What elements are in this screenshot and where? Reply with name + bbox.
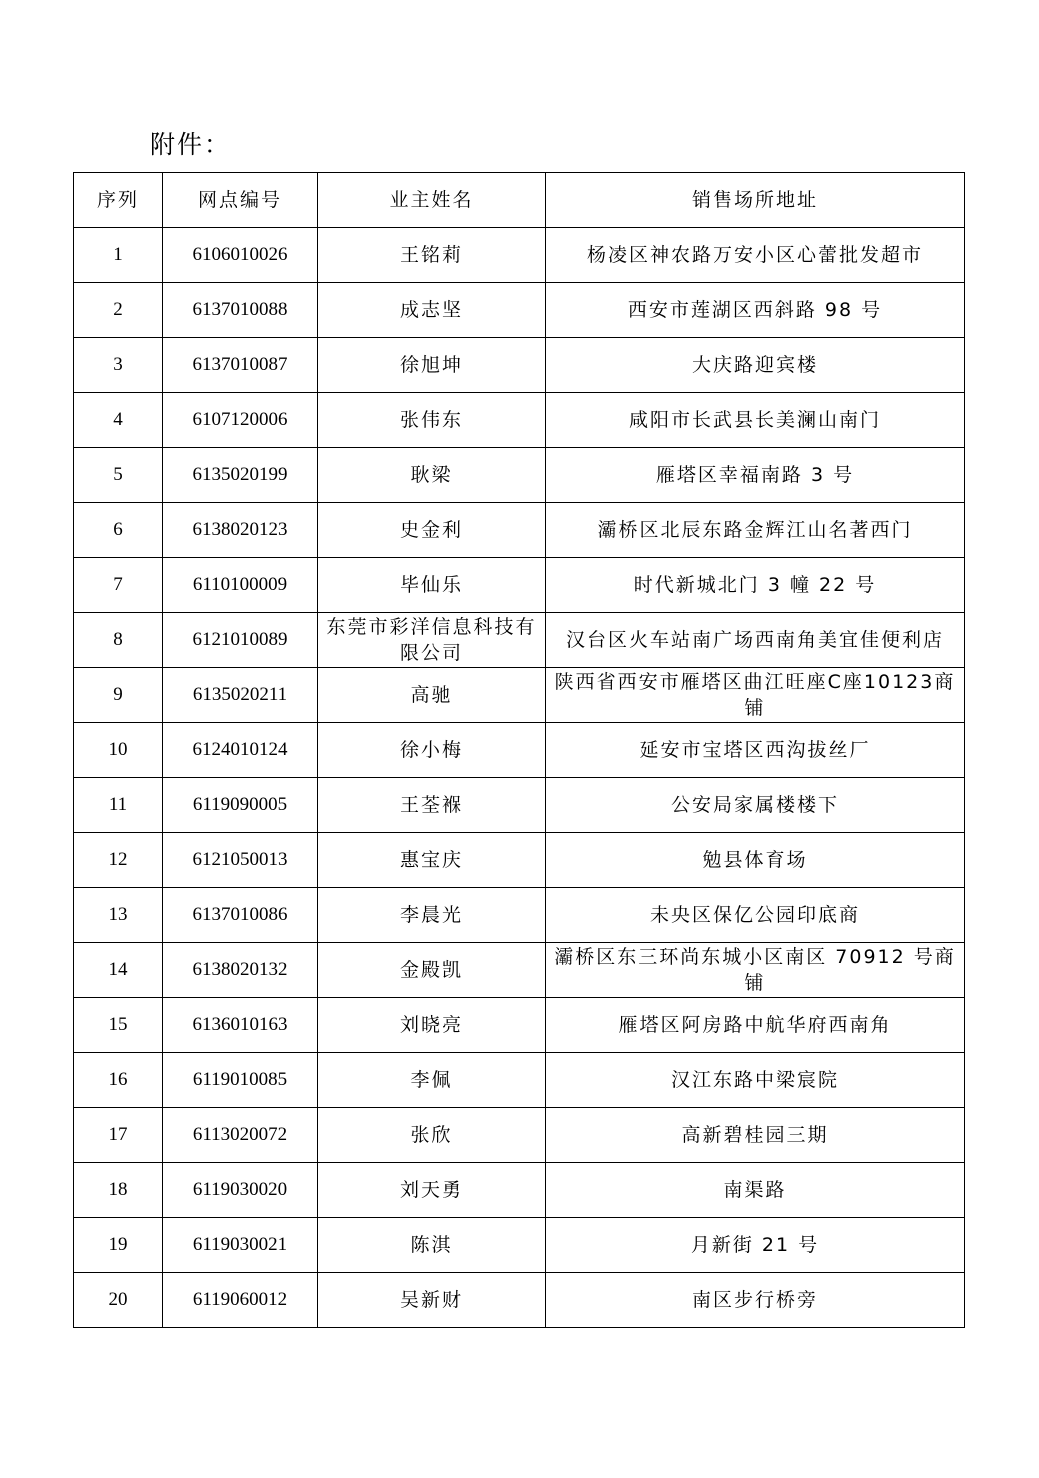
table-row <box>74 998 965 1053</box>
cell-outlet-id: 6137010088 <box>163 283 318 338</box>
cell-owner: 徐旭坤 <box>318 338 546 393</box>
table-row <box>74 1273 965 1328</box>
cell-owner: 吴新财 <box>318 1273 546 1328</box>
cell-address: 勉县体育场 <box>546 833 965 888</box>
cell-address: 西安市莲湖区西斜路 98 号 <box>546 283 965 338</box>
attachment-label: 附件： <box>150 130 232 159</box>
header-index: 序列 <box>74 173 163 228</box>
cell-address: 灞桥区北辰东路金辉江山名著西门 <box>546 503 965 558</box>
cell-owner: 陈淇 <box>318 1218 546 1273</box>
cell-index: 15 <box>74 998 163 1053</box>
cell-owner: 王荃褓 <box>318 778 546 833</box>
cell-outlet-id: 6137010087 <box>163 338 318 393</box>
cell-index: 18 <box>74 1163 163 1218</box>
table-row <box>74 503 965 558</box>
cell-index: 10 <box>74 723 163 778</box>
cell-owner: 李晨光 <box>318 888 546 943</box>
table-row <box>74 228 965 283</box>
cell-address: 雁塔区幸福南路 3 号 <box>546 448 965 503</box>
cell-owner: 惠宝庆 <box>318 833 546 888</box>
cell-outlet-id: 6135020199 <box>163 448 318 503</box>
cell-index: 19 <box>74 1218 163 1273</box>
table-row <box>74 833 965 888</box>
cell-address: 汉台区火车站南广场西南角美宜佳便利店 <box>546 613 965 668</box>
cell-index: 9 <box>74 668 163 723</box>
cell-address: 月新街 21 号 <box>546 1218 965 1273</box>
cell-outlet-id: 6107120006 <box>163 393 318 448</box>
cell-owner: 李佩 <box>318 1053 546 1108</box>
table-row <box>74 1108 965 1163</box>
table-row <box>74 778 965 833</box>
cell-index: 2 <box>74 283 163 338</box>
cell-outlet-id: 6121010089 <box>163 613 318 668</box>
header-row <box>74 173 965 228</box>
table-row <box>74 558 965 613</box>
cell-outlet-id: 6124010124 <box>163 723 318 778</box>
cell-address: 大庆路迎宾楼 <box>546 338 965 393</box>
cell-address: 雁塔区阿房路中航华府西南角 <box>546 998 965 1053</box>
header-owner: 业主姓名 <box>318 173 546 228</box>
cell-index: 11 <box>74 778 163 833</box>
cell-index: 14 <box>74 943 163 998</box>
cell-address: 时代新城北门 3 幢 22 号 <box>546 558 965 613</box>
cell-owner: 刘天勇 <box>318 1163 546 1218</box>
header-address: 销售场所地址 <box>546 173 965 228</box>
cell-index: 17 <box>74 1108 163 1163</box>
cell-outlet-id: 6106010026 <box>163 228 318 283</box>
cell-address: 南渠路 <box>546 1163 965 1218</box>
cell-address: 灞桥区东三环尚东城小区南区 70912 号商铺 <box>546 943 965 998</box>
cell-outlet-id: 6119030021 <box>163 1218 318 1273</box>
cell-index: 7 <box>74 558 163 613</box>
cell-owner: 高驰 <box>318 668 546 723</box>
cell-outlet-id: 6119010085 <box>163 1053 318 1108</box>
cell-index: 5 <box>74 448 163 503</box>
cell-index: 12 <box>74 833 163 888</box>
table-row <box>74 1218 965 1273</box>
table-body <box>74 228 965 1328</box>
table-header <box>74 173 965 228</box>
cell-address: 南区步行桥旁 <box>546 1273 965 1328</box>
cell-address: 汉江东路中梁宸院 <box>546 1053 965 1108</box>
cell-owner: 成志坚 <box>318 283 546 338</box>
table-row <box>74 888 965 943</box>
cell-address: 高新碧桂园三期 <box>546 1108 965 1163</box>
table-row <box>74 338 965 393</box>
cell-outlet-id: 6119090005 <box>163 778 318 833</box>
cell-index: 4 <box>74 393 163 448</box>
cell-outlet-id: 6137010086 <box>163 888 318 943</box>
cell-address: 杨凌区神农路万安小区心蕾批发超市 <box>546 228 965 283</box>
cell-outlet-id: 6113020072 <box>163 1108 318 1163</box>
cell-owner: 毕仙乐 <box>318 558 546 613</box>
cell-index: 8 <box>74 613 163 668</box>
cell-outlet-id: 6121050013 <box>163 833 318 888</box>
cell-index: 6 <box>74 503 163 558</box>
cell-address: 延安市宝塔区西沟拔丝厂 <box>546 723 965 778</box>
outlet-table <box>73 172 965 1328</box>
cell-index: 20 <box>74 1273 163 1328</box>
cell-index: 1 <box>74 228 163 283</box>
cell-owner: 东莞市彩洋信息科技有限公司 <box>318 613 546 668</box>
cell-outlet-id: 6138020123 <box>163 503 318 558</box>
cell-outlet-id: 6138020132 <box>163 943 318 998</box>
table-row <box>74 723 965 778</box>
cell-owner: 徐小梅 <box>318 723 546 778</box>
cell-index: 13 <box>74 888 163 943</box>
cell-outlet-id: 6136010163 <box>163 998 318 1053</box>
cell-address: 公安局家属楼楼下 <box>546 778 965 833</box>
table-row <box>74 448 965 503</box>
cell-owner: 张欣 <box>318 1108 546 1163</box>
table-row <box>74 943 965 998</box>
cell-address: 陕西省西安市雁塔区曲江旺座C座10123商铺 <box>546 668 965 723</box>
cell-outlet-id: 6135020211 <box>163 668 318 723</box>
cell-owner: 金殿凯 <box>318 943 546 998</box>
cell-owner: 刘晓亮 <box>318 998 546 1053</box>
table-row <box>74 283 965 338</box>
cell-index: 16 <box>74 1053 163 1108</box>
cell-owner: 王铭莉 <box>318 228 546 283</box>
cell-address: 未央区保亿公园印底商 <box>546 888 965 943</box>
cell-owner: 耿梁 <box>318 448 546 503</box>
table-row <box>74 1053 965 1108</box>
cell-owner: 史金利 <box>318 503 546 558</box>
table-row <box>74 1163 965 1218</box>
table-row <box>74 613 965 668</box>
cell-owner: 张伟东 <box>318 393 546 448</box>
cell-outlet-id: 6119030020 <box>163 1163 318 1218</box>
cell-outlet-id: 6110100009 <box>163 558 318 613</box>
table-row <box>74 668 965 723</box>
cell-address: 咸阳市长武县长美澜山南门 <box>546 393 965 448</box>
header-outlet-id: 网点编号 <box>163 173 318 228</box>
cell-index: 3 <box>74 338 163 393</box>
cell-outlet-id: 6119060012 <box>163 1273 318 1328</box>
table-row <box>74 393 965 448</box>
